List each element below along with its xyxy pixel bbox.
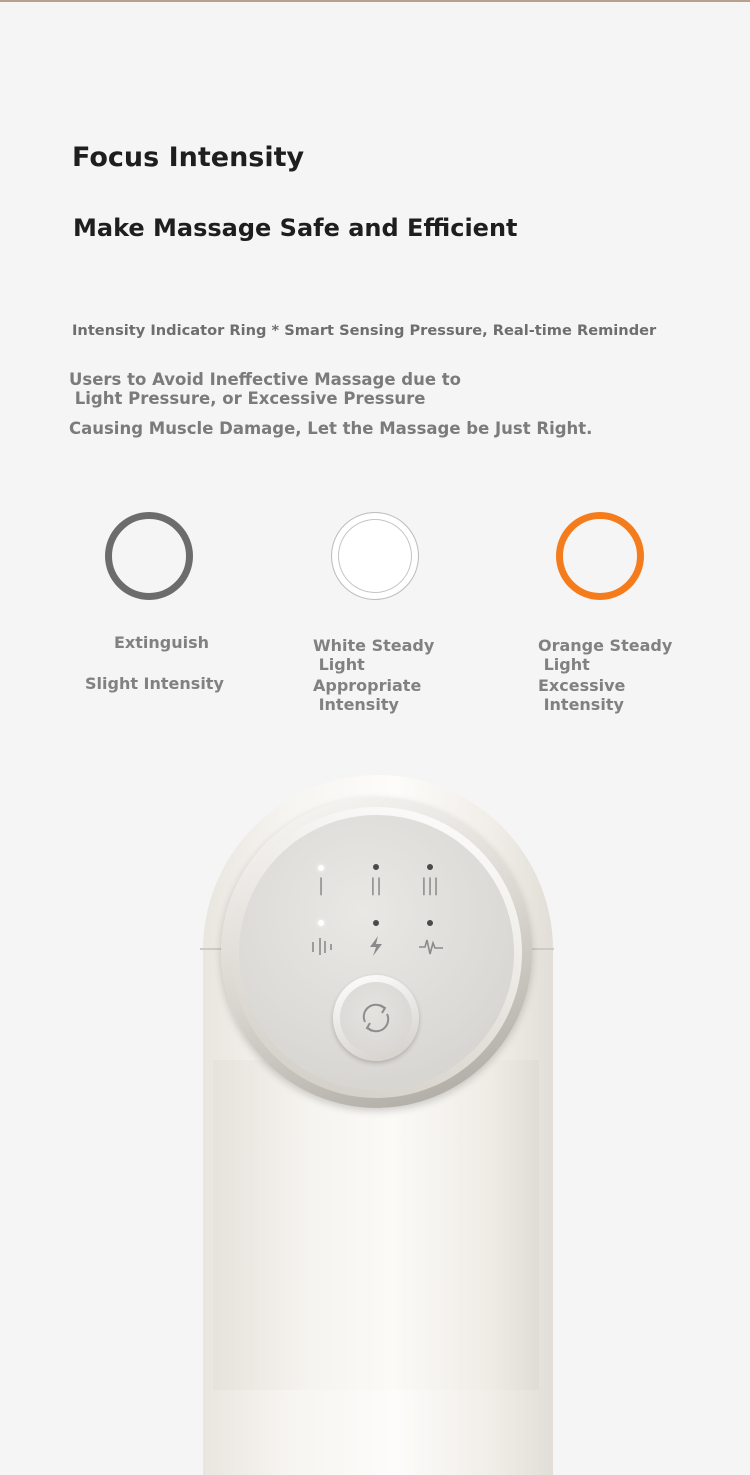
level-led: [318, 865, 324, 871]
description-line-2: Users to Avoid Ineffective Massage due to Light Pressure, or Excessive Pressure: [69, 370, 462, 408]
page-title: Focus Intensity: [72, 142, 305, 173]
mode-led: [427, 920, 433, 926]
massager-handle: [213, 1060, 539, 1390]
indicator-state-label: Orange Steady Light: [538, 636, 673, 674]
ring-white-icon: [331, 512, 419, 600]
mode-led: [318, 920, 324, 926]
level-led: [427, 864, 433, 870]
level-2-icon[interactable]: ||: [369, 875, 383, 896]
mode-wave-icon[interactable]: [309, 935, 335, 957]
indicator-meaning-label: Appropriate Intensity: [313, 676, 422, 714]
indicator-meaning-label: Excessive Intensity: [538, 676, 626, 714]
indicator-meaning-label: Slight Intensity: [85, 674, 224, 693]
level-led: [373, 864, 379, 870]
level-3-icon[interactable]: |||: [420, 875, 440, 896]
ring-extinguished-icon: [105, 512, 193, 600]
indicator-state-label: White Steady Light: [313, 636, 435, 674]
description-line-1: Intensity Indicator Ring * Smart Sensing Pressure, Real-time Reminder: [72, 322, 657, 339]
heartbeat-icon[interactable]: [418, 935, 444, 957]
top-divider: [0, 0, 750, 2]
lightning-icon[interactable]: [366, 935, 386, 957]
indicator-state-label: Extinguish: [114, 633, 210, 652]
level-1-icon[interactable]: |: [317, 875, 325, 896]
description-line-3: Causing Muscle Damage, Let the Massage be Just Right.: [69, 419, 593, 438]
mode-led: [373, 920, 379, 926]
refresh-icon[interactable]: [356, 998, 396, 1038]
ring-orange-icon: [556, 512, 644, 600]
page-subtitle: Make Massage Safe and Efficient: [73, 214, 518, 242]
